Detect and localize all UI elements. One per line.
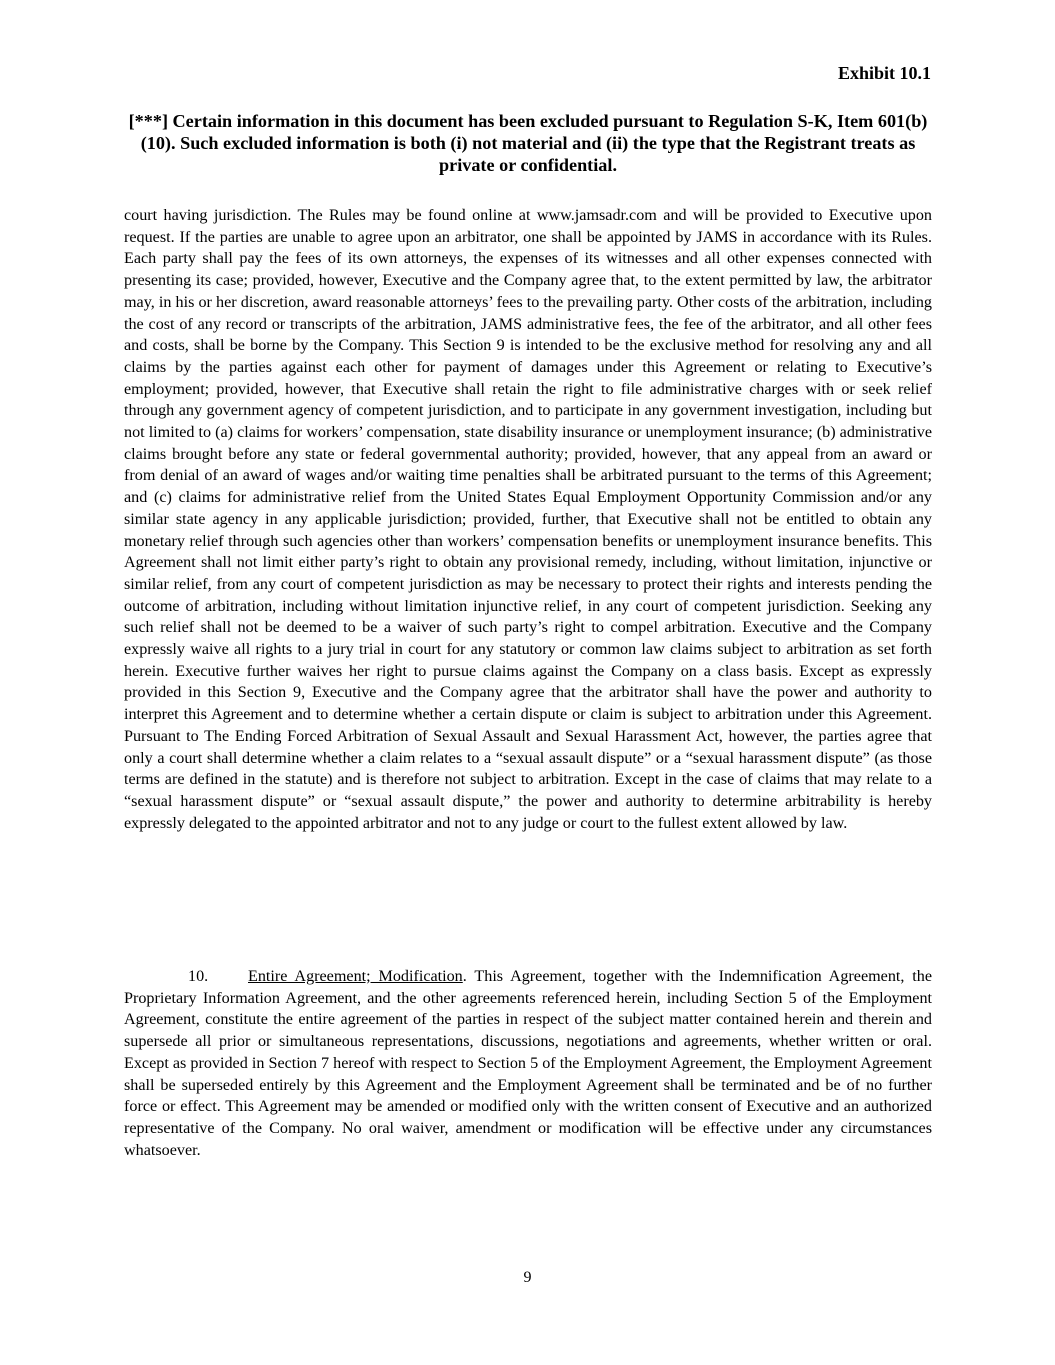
section-number: 10. (188, 968, 209, 985)
paragraph-arbitration-continued: court having jurisdiction. The Rules may be found online at www.jamsadr.com and will be provided to Executive upon request. If the parties are unable to agree upon an arbitrator, one shall be appointed by JAMS in accordance with its Rules. Each party shall pay the fees of its own attorneys, the expenses of its witnesses and all other expenses connected with presenting its case; provided, however, Executive and the Company agree that, to the extent permitted by law, the arbitrator may, in his or her discretion, award reasonable attorneys’ fees to the prevailing party. Other costs of the arbitration, including the cost of any record or transcripts of the arbitration, JAMS administrative fees, the fee of the arbitrator, and all other fees and costs, shall be borne by the Company. This Section 9 is intended to be the exclusive method for resolving any and all claims by the parties against each other for payment of damages under this Agreement or relating to Executive’s employment; provided, however, that Executive shall retain the right to file administrative charges with or seek relief through any government agency of competent jurisdiction, and to participate in any government investigation, including but not limited to (a) claims for workers’ compensation, state disability insurance or unemployment insurance; (b) administrative claims brought before any state or federal governmental authority; provided, however, that any appeal from an award or from denial of an award of wages and/or waiting time penalties shall be arbitrated pursuant to the terms of this Agreement; and (c) claims for administrative relief from the United States Equal Employment Opportunity Commission and/or any similar state agency in any applicable jurisdiction; provided, further, that Executive shall not be entitled to obtain any monetary relief through such agencies other than workers’ compensation benefits or unemployment insurance benefits. This Agreement shall not limit either party’s right to obtain any provisional remedy, including, without limitation, injunctive or similar relief, from any court of competent jurisdiction as may be necessary to protect their rights and interests pending the outcome of arbitration, including without limitation injunctive relief, in any court of competent jurisdiction. Seeking any such relief shall not be deemed to be a waiver of such party’s right to compel arbitration. Executive and the Company expressly waive all rights to a jury trial in court for any statutory or common law claims subject to arbitration as set forth herein. Executive further waives her right to pursue claims against the Company on a class basis. Except as expressly provided in this Section 9, Executive and the Company agree that the arbitrator shall have the power and authority to interpret this Agreement and to determine whether a certain dispute or claim is subject to arbitration under this Agreement. Pursuant to The Ending Forced Arbitration of Sexual Assault and Sexual Harassment Act, however, the parties agree that only a court shall determine whether a claim relates to a “sexual assault dispute” or a “sexual harassment dispute” (as those terms are defined in the statute) and is therefore not subject to arbitration. Except in the case of claims that may relate to a “sexual harassment dispute” or “sexual assault dispute,” the power and authority to determine arbitrability is hereby expressly delegated to the appointed arbitrator and not to any judge or court to the fullest extent allowed by law. (124, 207, 932, 832)
page-number: 9 (523, 1269, 532, 1286)
section-10-paragraph (124, 966, 932, 1161)
section-body-text: This Agreement, together with the Indemnification Agreement, the Proprietary Information Agreement, and the other agreements referenced herein, including Section 5 of the Employment Agreement, constitute the entire agreement of the parties in respect of the subject matter contained herein and therein and supersede all prior or simultaneous representations, discussions, negotiations and agreements, whether written or oral. Except as provided in Section 7 hereof with respect to Section 5 of the Employment Agreement, the Employment Agreement shall be superseded entirely by this Agreement and the Employment Agreement shall be terminated and be of no further force or effect. This Agreement may be amended or modified only with the written consent of Executive and an authorized representative of the Company. No oral waiver, amendment or modification will be effective under any circumstances whatsoever. (124, 968, 933, 1159)
section-heading-punct: . (462, 968, 467, 985)
exhibit-label: Exhibit 10.1 (837, 63, 931, 83)
section-heading: Entire Agreement; Modification (248, 968, 463, 985)
redaction-legend: [***] Certain information in this document has been excluded pursuant to Regulation S-K, Item 601(b)(10). Such excluded information is both (i) not material and (ii) the type that the Registrant treats as private or confidential. (128, 111, 928, 175)
